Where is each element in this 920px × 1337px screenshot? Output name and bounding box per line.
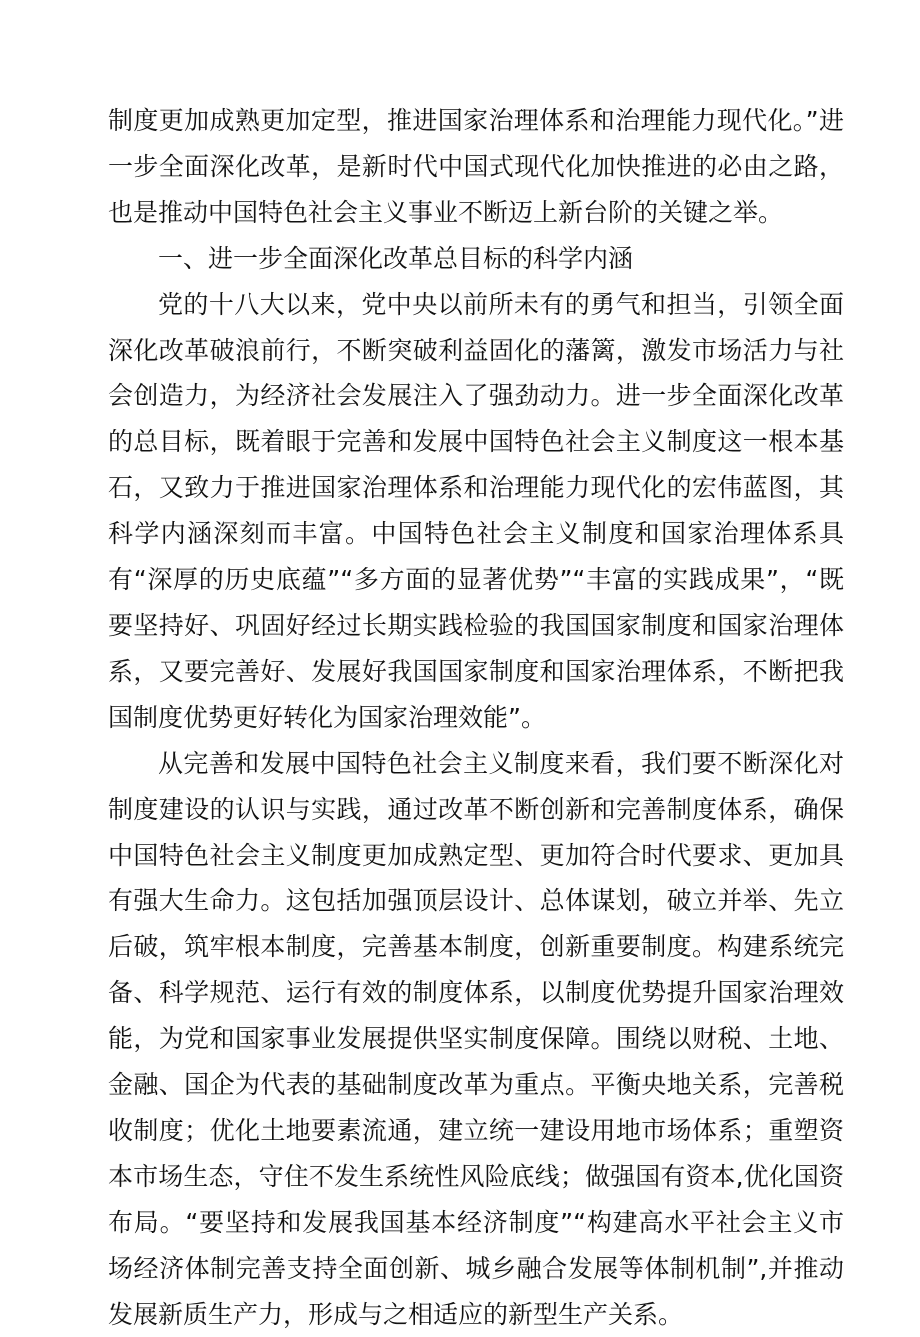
section-heading: 一、进一步全面深化改革总目标的科学内涵 <box>158 243 634 273</box>
paragraph-continuation: 制度更加成熟更加定型，推进国家治理体系和治理能力现代化。”进一步全面深化改革，是新时代中国式现代化加快推进的必由之路，也是推动中国特色社会主义事业不断迈上新台阶的关键之举。 <box>108 106 844 227</box>
document-body <box>108 98 844 1337</box>
paragraph: 从完善和发展中国特色社会主义制度来看，我们要不断深化对制度建设的认识与实践，通过改革不断创新和完善制度体系，确保中国特色社会主义制度更加成熟定型、更加符合时代要求、更加具有强大生命力。这包括加强顶层设计、总体谋划，破立并举、先立后破，筑牢根本制度，完善基本制度，创新重要制度。构建系统完备、科学规范、运行有效的制度体系，以制度优势提升国家治理效能，为党和国家事业发展提供坚实制度保障。围绕以财税、土地、金融、国企为代表的基础制度改革为重点。平衡央地关系，完善税收制度；优化土地要素流通，建立统一建设用地市场体系；重塑资本市场生态，守住不发生系统性风险底线；做强国有资本,优化国资布局。“要坚持和发展我国基本经济制度”“构建高水平社会主义市场经济体制完善支持全面创新、城乡融合发展等体制机制”,并推动发展新质生产力，形成与之相适应的新型生产关系。 <box>108 748 844 1329</box>
paragraph: 党的十八大以来，党中央以前所未有的勇气和担当，引领全面深化改革破浪前行，不断突破利益固化的藩篱，激发市场活力与社会创造力，为经济社会发展注入了强劲动力。进一步全面深化改革的总目标，既着眼于完善和发展中国特色社会主义制度这一根本基石，又致力于推进国家治理体系和治理能力现代化的宏伟蓝图，其科学内涵深刻而丰富。中国特色社会主义制度和国家治理体系具有“深厚的历史底蕴”“多方面的显著优势”“丰富的实践成果”，“既要坚持好、巩固好经过长期实践检验的我国国家制度和国家治理体系，又要完善好、发展好我国国家制度和国家治理体系，不断把我国制度优势更好转化为国家治理效能”。 <box>108 289 844 732</box>
